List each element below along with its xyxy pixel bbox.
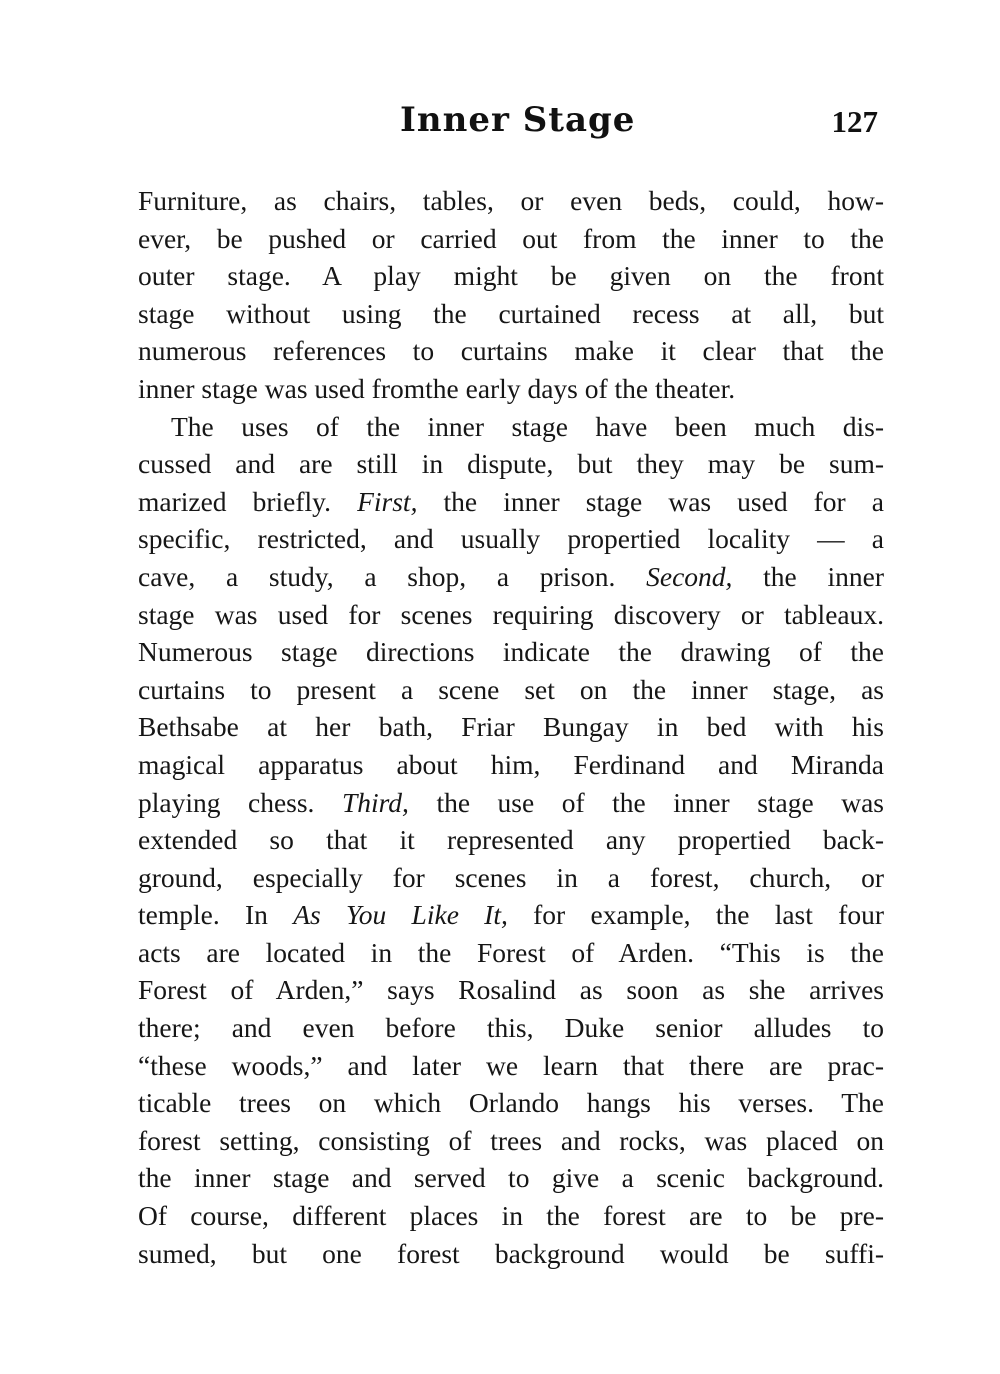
text-line: outer stage. A play might be given on the front <box>138 260 884 292</box>
text-line: “these woods,” and later we learn that there are prac- <box>138 1049 884 1081</box>
page-number: 127 <box>831 104 878 139</box>
italic-term: Second, <box>646 560 733 592</box>
text-line: forest setting, consisting of trees and rocks, was placed on <box>138 1124 884 1156</box>
text-line: magical apparatus about him, Ferdinand and Miranda <box>138 748 884 780</box>
text-line: the inner stage and served to give a scenic background. <box>138 1162 884 1194</box>
text-line: stage without using the curtained recess at all, but <box>138 297 884 329</box>
text-line: stage was used for scenes requiring discovery or tableaux. <box>138 598 884 630</box>
text-line: there; and even before this, Duke senior alludes to <box>138 1012 884 1044</box>
italic-title: As You Like It, <box>293 899 508 931</box>
text-line: Of course, different places in the forest are to be pre- <box>138 1200 884 1232</box>
text-line: ever, be pushed or carried out from the inner to the <box>138 222 884 254</box>
text-line: acts are located in the Forest of Arden. “This is the <box>138 936 884 968</box>
text-line: cave, a study, a shop, a prison. Second, the inner <box>138 560 884 592</box>
body-text <box>138 182 884 1272</box>
text-line: sumed, but one forest background would be suffi- <box>138 1237 884 1269</box>
text-line: inner stage was used fromthe early days of the theater. <box>138 372 736 404</box>
text-line: ground, especially for scenes in a forest, church, or <box>138 861 884 893</box>
text-line: curtains to present a scene set on the inner stage, as <box>138 673 884 705</box>
text-line: Forest of Arden,” says Rosalind as soon as she arrives <box>138 974 884 1006</box>
text-line: temple. In As You Like It, for example, the last four <box>138 899 884 931</box>
text-line: cussed and are still in dispute, but they may be sum- <box>138 448 884 480</box>
text-line: Numerous stage directions indicate the drawing of the <box>138 636 884 668</box>
text-line: numerous references to curtains make it clear that the <box>138 335 884 367</box>
italic-term: Third, <box>341 786 409 818</box>
text-line: marized briefly. First, the inner stage was used for a <box>138 485 884 517</box>
text-line: ticable trees on which Orlando hangs his verses. The <box>138 1087 884 1119</box>
text-line: Bethsabe at her bath, Friar Bungay in bed with his <box>138 711 884 743</box>
text-line: The uses of the inner stage have been much dis- <box>171 410 884 442</box>
text-line: extended so that it represented any propertied back- <box>138 824 884 856</box>
running-title: Inner Stage <box>400 100 636 140</box>
text-line: playing chess. Third, the use of the inner stage was <box>138 786 884 818</box>
italic-term: First, <box>357 485 418 517</box>
text-line: specific, restricted, and usually propertied locality — a <box>138 523 884 555</box>
text-line: Furniture, as chairs, tables, or even beds, could, how- <box>138 185 884 216</box>
running-head <box>0 100 1000 150</box>
